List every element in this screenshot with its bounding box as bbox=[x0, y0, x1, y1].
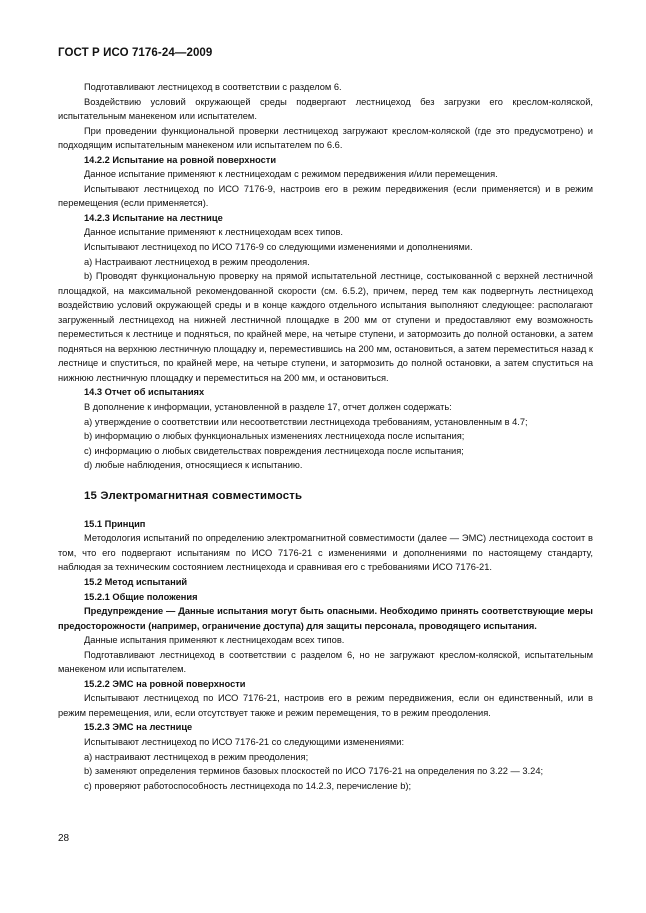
paragraph: Испытывают лестницеход по ИСО 7176-9 со следующими изменениями и дополнениями. bbox=[84, 242, 473, 253]
paragraph: Испытывают лестницеход по ИСО 7176-9, настроив его в режим передвижения (если применяется) и в режим перемещения (если применяется). bbox=[58, 183, 593, 209]
list-item: b) Проводят функциональную проверку на прямой испытательной лестнице, состыкованной с верхней лестничной площадкой, на максимальной рекомендованной скорости (см. 6.5.2), причем, перед тем как подвергнуть лестницеход воздействию условий окружающей среды и в конце каждого отдельного испытания выполняют следующее: располагают загруженный лестницеход на нижней лестничной площадке в 200 мм от ступени и предоставляют ему возможность переместиться к лестнице и подняться, по крайней мере, на четыре ступени, и затормозить до полной остановки, а затем подняться на верхнюю лестничную площадку и, переместившись на 200 мм, остановиться, а затем переместиться назад к лестнице и спуститься, по крайней мере, на четыре ступени, и затормозить до полной остановки, а затем спуститься на нижнюю лестничную площадку и переместиться на 200 мм, и остановиться. bbox=[58, 271, 593, 383]
subsection-heading: 14.2.2 Испытание на ровной поверхности bbox=[84, 154, 277, 165]
paragraph: Испытывают лестницеход по ИСО 7176-21, настроив его в режим передвижения, если он единственный, или в режим перемещения, или, если отсутствует также и режим перемещения, то в режим преодоления. bbox=[58, 693, 593, 718]
subsection-heading: 15.2.3 ЭМС на лестнице bbox=[84, 722, 193, 733]
subsection-heading: 14.2.3 Испытание на лестнице bbox=[84, 212, 223, 223]
paragraph: Методология испытаний по определению электромагнитной совместимости (далее — ЭМС) лестницехода состоит в том, что его подвергают испытаниям по ИСО 7176-21 с изменениями и дополнениями по настоящему стандарту, наблюдая за техническим состоянием лестницехода и сравнивая его с требованиями ИСО 7176-21. bbox=[58, 533, 593, 573]
paragraph: Данные испытания применяют к лестницеходам всех типов. bbox=[84, 635, 345, 646]
paragraph: Данное испытание применяют к лестницеходам всех типов. bbox=[84, 227, 343, 238]
paragraph: Данное испытание применяют к лестницеходам с режимом передвижения и/или перемещения. bbox=[84, 169, 498, 180]
paragraph: Подготавливают лестницеход в соответствии с разделом 6. bbox=[84, 82, 342, 92]
page-number: 28 bbox=[58, 833, 70, 844]
subsection-heading: 15.2.1 Общие положения bbox=[84, 591, 198, 602]
list-item: с) информацию о любых свидетельствах повреждения лестницехода после испытания; bbox=[84, 445, 464, 456]
paragraph: Подготавливают лестницеход в соответствии с разделом 6, но не загружают креслом-коляской, испытательным манекеном или испытателем. bbox=[58, 649, 593, 675]
warning-text: Предупреждение — Данные испытания могут быть опасными. Необходимо принять соответствующие меры предосторожности (например, ограничение доступа) для защиты персонала, проводящего испытания. bbox=[58, 606, 593, 631]
list-item: с) проверяют работоспособность лестницехода по 14.2.3, перечисление b); bbox=[84, 780, 412, 791]
paragraph: При проведении функциональной проверки лестницеход загружают креслом-коляской (где это предусмотрено) и подходящим испытательным манекеном или испытателем по 6.6. bbox=[58, 125, 593, 151]
subsection-heading: 15.2.2 ЭМС на ровной поверхности bbox=[84, 678, 246, 689]
list-item: b) заменяют определения терминов базовых плоскостей по ИСО 7176-21 на определения по 3.22 — 3.24; bbox=[84, 766, 544, 777]
list-item: d) любые наблюдения, относящиеся к испытанию. bbox=[84, 460, 303, 471]
list-item: а) утверждение о соответствии или несоответствии лестницехода требованиям, установленным в 4.7; bbox=[84, 416, 528, 427]
paragraph: Испытывают лестницеход по ИСО 7176-21 со следующими изменениями: bbox=[84, 736, 405, 747]
subsection-heading: 15.1 Принцип bbox=[84, 518, 146, 529]
paragraph: Воздействию условий окружающей среды подвергают лестницеход без загрузки его креслом-коляской, испытательным манекеном или испытателем. bbox=[58, 96, 593, 122]
list-item: а) Настраивают лестницеход в режим преодоления. bbox=[84, 256, 310, 267]
list-item: b) информацию о любых функциональных изменениях лестницехода после испытания; bbox=[84, 431, 465, 442]
paragraph: В дополнение к информации, установленной в разделе 17, отчет должен содержать: bbox=[84, 402, 452, 413]
section-heading: 15 Электромагнитная совместимость bbox=[84, 489, 303, 502]
document-body bbox=[58, 80, 593, 793]
subsection-heading: 15.2 Метод испытаний bbox=[84, 576, 188, 587]
list-item: а) настраивают лестницеход в режим преодоления; bbox=[84, 751, 309, 762]
subsection-heading: 14.3 Отчет об испытаниях bbox=[84, 387, 205, 398]
document-header: ГОСТ Р ИСО 7176-24—2009 bbox=[58, 47, 213, 59]
